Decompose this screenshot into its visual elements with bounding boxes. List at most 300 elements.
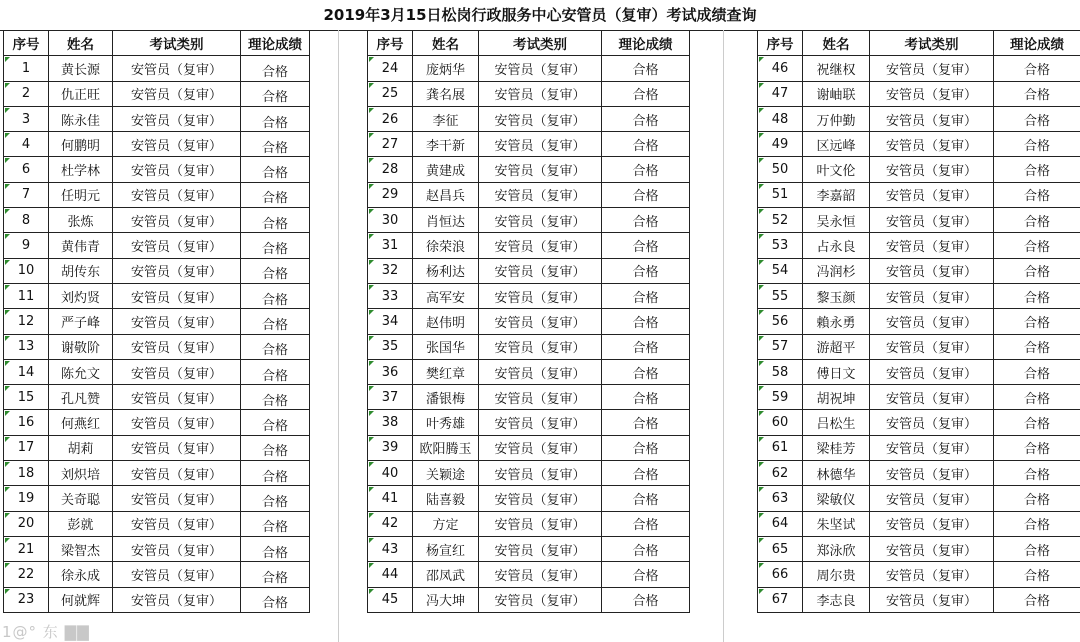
cell-result: 合格 [602, 56, 690, 81]
cell-no: 19 [4, 486, 49, 511]
cell-category: 安管员（复审） [479, 435, 602, 460]
cell-name: 徐永成 [49, 562, 113, 587]
cell-name: 朱坚试 [803, 511, 870, 536]
cell-result: 合格 [241, 56, 310, 81]
watermark: 1@° 东 ▇▇ [2, 623, 90, 641]
cell-name: 庞炳华 [413, 56, 479, 81]
cell-result: 合格 [602, 410, 690, 435]
cell-no: 18 [4, 461, 49, 486]
cell-name: 黄伟青 [49, 233, 113, 258]
cell-no: 33 [368, 283, 413, 308]
cell-no: 61 [758, 435, 803, 460]
cell-no: 24 [368, 56, 413, 81]
cell-category: 安管员（复审） [870, 587, 994, 612]
cell-no: 21 [4, 536, 49, 561]
cell-no: 65 [758, 536, 803, 561]
cell-category: 安管员（复审） [479, 309, 602, 334]
cell-name: 冯润杉 [803, 258, 870, 283]
results-table-1 [3, 30, 310, 613]
cell-no: 50 [758, 157, 803, 182]
table-row [368, 461, 690, 486]
cell-name: 杨宣红 [413, 536, 479, 561]
cell-name: 黄建成 [413, 157, 479, 182]
cell-result: 合格 [241, 486, 310, 511]
table-row [758, 182, 1080, 207]
cell-name: 赵昌兵 [413, 182, 479, 207]
cell-result: 合格 [602, 562, 690, 587]
cell-result: 合格 [241, 385, 310, 410]
cell-name: 傅日文 [803, 359, 870, 384]
cell-category: 安管员（复审） [113, 106, 241, 131]
cell-no: 1 [4, 56, 49, 81]
table-row [368, 208, 690, 233]
header-result: 理论成绩 [602, 31, 690, 56]
table-row [758, 562, 1080, 587]
cell-result: 合格 [994, 486, 1080, 511]
table-row [4, 385, 310, 410]
cell-no: 15 [4, 385, 49, 410]
cell-no: 51 [758, 182, 803, 207]
table-row [4, 81, 310, 106]
cell-result: 合格 [241, 208, 310, 233]
cell-result: 合格 [602, 283, 690, 308]
table-row [368, 106, 690, 131]
cell-category: 安管员（复审） [113, 283, 241, 308]
cell-no: 43 [368, 536, 413, 561]
cell-category: 安管员（复审） [870, 233, 994, 258]
cell-no: 53 [758, 233, 803, 258]
cell-result: 合格 [241, 309, 310, 334]
cell-category: 安管员（复审） [113, 157, 241, 182]
cell-no: 25 [368, 81, 413, 106]
cell-result: 合格 [994, 562, 1080, 587]
cell-category: 安管员（复审） [113, 309, 241, 334]
table-row [758, 283, 1080, 308]
cell-no: 28 [368, 157, 413, 182]
table-row [4, 106, 310, 131]
cell-result: 合格 [602, 208, 690, 233]
cell-no: 55 [758, 283, 803, 308]
cell-name: 方定 [413, 511, 479, 536]
cell-no: 59 [758, 385, 803, 410]
cell-no: 57 [758, 334, 803, 359]
cell-result: 合格 [994, 435, 1080, 460]
cell-result: 合格 [241, 233, 310, 258]
cell-result: 合格 [241, 334, 310, 359]
cell-no: 22 [4, 562, 49, 587]
cell-name: 賴永勇 [803, 309, 870, 334]
cell-result: 合格 [602, 106, 690, 131]
cell-no: 39 [368, 435, 413, 460]
table-row [368, 410, 690, 435]
table-row [758, 536, 1080, 561]
cell-name: 谢敬阶 [49, 334, 113, 359]
cell-result: 合格 [602, 81, 690, 106]
cell-category: 安管员（复审） [870, 536, 994, 561]
table-row [4, 536, 310, 561]
cell-name: 彭就 [49, 511, 113, 536]
cell-name: 胡莉 [49, 435, 113, 460]
cell-name: 叶秀雄 [413, 410, 479, 435]
cell-result: 合格 [241, 461, 310, 486]
cell-category: 安管员（复审） [479, 157, 602, 182]
cell-name: 何鹏明 [49, 132, 113, 157]
table-row [4, 435, 310, 460]
cell-result: 合格 [994, 385, 1080, 410]
cell-name: 徐荣浪 [413, 233, 479, 258]
cell-category: 安管员（复审） [479, 461, 602, 486]
cell-no: 4 [4, 132, 49, 157]
cell-result: 合格 [241, 511, 310, 536]
table-row [368, 157, 690, 182]
cell-name: 林德华 [803, 461, 870, 486]
cell-no: 60 [758, 410, 803, 435]
cell-name: 梁敏仪 [803, 486, 870, 511]
header-category: 考试类别 [479, 31, 602, 56]
cell-result: 合格 [602, 258, 690, 283]
cell-result: 合格 [602, 385, 690, 410]
cell-no: 26 [368, 106, 413, 131]
cell-no: 63 [758, 486, 803, 511]
cell-result: 合格 [241, 410, 310, 435]
results-table-2 [367, 30, 690, 613]
table-row [4, 309, 310, 334]
cell-result: 合格 [241, 132, 310, 157]
table-row [368, 182, 690, 207]
cell-no: 11 [4, 283, 49, 308]
cell-name: 郑泳欣 [803, 536, 870, 561]
cell-name: 谢岫联 [803, 81, 870, 106]
table-row [368, 56, 690, 81]
header-name: 姓名 [413, 31, 479, 56]
table-row [368, 435, 690, 460]
cell-category: 安管员（复审） [113, 132, 241, 157]
page-title: 2019年3月15日松岗行政服务中心安管员（复审）考试成绩查询 [0, 0, 1080, 31]
table-row [4, 359, 310, 384]
cell-result: 合格 [994, 132, 1080, 157]
table-row [368, 385, 690, 410]
cell-name: 龚名展 [413, 81, 479, 106]
cell-result: 合格 [994, 258, 1080, 283]
table-row [758, 410, 1080, 435]
cell-name: 梁桂芳 [803, 435, 870, 460]
cell-category: 安管员（复审） [870, 461, 994, 486]
results-table-3 [757, 30, 1080, 613]
cell-no: 13 [4, 334, 49, 359]
cell-category: 安管员（复审） [870, 385, 994, 410]
cell-name: 欧阳腾玉 [413, 435, 479, 460]
cell-name: 梁智杰 [49, 536, 113, 561]
cell-no: 3 [4, 106, 49, 131]
cell-name: 区远峰 [803, 132, 870, 157]
cell-category: 安管员（复审） [113, 486, 241, 511]
cell-name: 潘银梅 [413, 385, 479, 410]
cell-no: 67 [758, 587, 803, 612]
cell-category: 安管员（复审） [479, 258, 602, 283]
cell-category: 安管员（复审） [113, 511, 241, 536]
cell-category: 安管员（复审） [870, 562, 994, 587]
cell-no: 64 [758, 511, 803, 536]
cell-name: 何就辉 [49, 587, 113, 612]
cell-name: 陆喜毅 [413, 486, 479, 511]
cell-category: 安管员（复审） [479, 106, 602, 131]
cell-result: 合格 [602, 461, 690, 486]
table-row [4, 587, 310, 612]
cell-no: 12 [4, 309, 49, 334]
cell-no: 49 [758, 132, 803, 157]
cell-result: 合格 [994, 587, 1080, 612]
cell-result: 合格 [241, 258, 310, 283]
table-row [758, 511, 1080, 536]
cell-name: 黎玉颜 [803, 283, 870, 308]
cell-category: 安管员（复审） [870, 410, 994, 435]
cell-no: 44 [368, 562, 413, 587]
cell-category: 安管员（复审） [479, 233, 602, 258]
cell-result: 合格 [994, 359, 1080, 384]
cell-name: 占永良 [803, 233, 870, 258]
cell-name: 邵凤武 [413, 562, 479, 587]
cell-name: 高军安 [413, 283, 479, 308]
cell-result: 合格 [994, 81, 1080, 106]
cell-category: 安管员（复审） [479, 56, 602, 81]
cell-no: 17 [4, 435, 49, 460]
cell-result: 合格 [602, 587, 690, 612]
cell-category: 安管员（复审） [870, 157, 994, 182]
table-row [368, 587, 690, 612]
cell-category: 安管员（复审） [870, 283, 994, 308]
cell-no: 23 [4, 587, 49, 612]
cell-category: 安管员（复审） [113, 359, 241, 384]
cell-no: 40 [368, 461, 413, 486]
cell-category: 安管员（复审） [113, 435, 241, 460]
cell-name: 刘炽培 [49, 461, 113, 486]
cell-no: 31 [368, 233, 413, 258]
table-row [368, 562, 690, 587]
table-row [368, 536, 690, 561]
table-row [4, 157, 310, 182]
cell-category: 安管员（复审） [870, 56, 994, 81]
cell-result: 合格 [602, 486, 690, 511]
cell-category: 安管员（复审） [479, 359, 602, 384]
cell-result: 合格 [602, 359, 690, 384]
cell-name: 樊红章 [413, 359, 479, 384]
cell-no: 16 [4, 410, 49, 435]
cell-category: 安管员（复审） [479, 511, 602, 536]
cell-result: 合格 [241, 587, 310, 612]
header-result: 理论成绩 [241, 31, 310, 56]
cell-no: 48 [758, 106, 803, 131]
table-row [368, 258, 690, 283]
cell-no: 35 [368, 334, 413, 359]
cell-category: 安管员（复审） [479, 283, 602, 308]
cell-category: 安管员（复审） [113, 385, 241, 410]
table-row [368, 334, 690, 359]
cell-name: 何燕红 [49, 410, 113, 435]
table-row [758, 132, 1080, 157]
cell-result: 合格 [994, 283, 1080, 308]
cell-no: 41 [368, 486, 413, 511]
cell-category: 安管员（复审） [479, 81, 602, 106]
cell-category: 安管员（复审） [113, 258, 241, 283]
table-row [758, 157, 1080, 182]
cell-name: 祝继权 [803, 56, 870, 81]
cell-name: 李征 [413, 106, 479, 131]
cell-no: 37 [368, 385, 413, 410]
table-header-row [4, 31, 310, 56]
cell-result: 合格 [602, 511, 690, 536]
cell-category: 安管员（复审） [479, 182, 602, 207]
table-row [758, 587, 1080, 612]
cell-category: 安管员（复审） [870, 258, 994, 283]
table-row [4, 182, 310, 207]
cell-name: 关颖途 [413, 461, 479, 486]
table-row [368, 359, 690, 384]
cell-category: 安管员（复审） [479, 486, 602, 511]
cell-no: 47 [758, 81, 803, 106]
table-row [758, 258, 1080, 283]
cell-name: 孔凡赞 [49, 385, 113, 410]
cell-result: 合格 [994, 536, 1080, 561]
table-row [368, 233, 690, 258]
table-row [4, 511, 310, 536]
table-row [4, 283, 310, 308]
cell-name: 张炼 [49, 208, 113, 233]
cell-name: 严子峰 [49, 309, 113, 334]
table-row [758, 208, 1080, 233]
cell-no: 7 [4, 182, 49, 207]
cell-name: 刘灼贤 [49, 283, 113, 308]
table-row [4, 233, 310, 258]
cell-no: 8 [4, 208, 49, 233]
cell-category: 安管员（复审） [113, 208, 241, 233]
cell-category: 安管员（复审） [870, 132, 994, 157]
table-row [758, 486, 1080, 511]
cell-category: 安管员（复审） [479, 208, 602, 233]
cell-result: 合格 [994, 106, 1080, 131]
cell-no: 46 [758, 56, 803, 81]
cell-category: 安管员（复审） [479, 562, 602, 587]
cell-category: 安管员（复审） [113, 81, 241, 106]
cell-result: 合格 [241, 106, 310, 131]
cell-result: 合格 [241, 359, 310, 384]
cell-no: 56 [758, 309, 803, 334]
cell-category: 安管员（复审） [113, 562, 241, 587]
cell-category: 安管员（复审） [870, 106, 994, 131]
cell-no: 54 [758, 258, 803, 283]
cell-category: 安管员（复审） [113, 461, 241, 486]
table-row [4, 486, 310, 511]
cell-category: 安管员（复审） [113, 410, 241, 435]
cell-result: 合格 [241, 536, 310, 561]
cell-category: 安管员（复审） [479, 410, 602, 435]
cell-category: 安管员（复审） [479, 132, 602, 157]
table-row [758, 106, 1080, 131]
table-row [4, 410, 310, 435]
header-no: 序号 [368, 31, 413, 56]
header-category: 考试类别 [113, 31, 241, 56]
cell-name: 赵伟明 [413, 309, 479, 334]
cell-name: 仇正旺 [49, 81, 113, 106]
cell-no: 58 [758, 359, 803, 384]
table-row [4, 132, 310, 157]
header-result: 理论成绩 [994, 31, 1080, 56]
cell-category: 安管员（复审） [870, 359, 994, 384]
cell-category: 安管员（复审） [870, 182, 994, 207]
header-name: 姓名 [49, 31, 113, 56]
cell-result: 合格 [241, 435, 310, 460]
cell-category: 安管员（复审） [479, 334, 602, 359]
table-row [4, 461, 310, 486]
cell-no: 6 [4, 157, 49, 182]
cell-result: 合格 [994, 233, 1080, 258]
table-row [758, 385, 1080, 410]
cell-result: 合格 [602, 233, 690, 258]
cell-no: 52 [758, 208, 803, 233]
cell-result: 合格 [602, 157, 690, 182]
cell-name: 胡祝坤 [803, 385, 870, 410]
table-row [4, 334, 310, 359]
table-row [758, 233, 1080, 258]
cell-category: 安管员（复审） [870, 511, 994, 536]
cell-result: 合格 [994, 334, 1080, 359]
cell-result: 合格 [994, 511, 1080, 536]
cell-result: 合格 [241, 81, 310, 106]
cell-result: 合格 [241, 283, 310, 308]
table-row [4, 258, 310, 283]
cell-no: 30 [368, 208, 413, 233]
cell-no: 36 [368, 359, 413, 384]
cell-result: 合格 [994, 182, 1080, 207]
cell-category: 安管员（复审） [113, 182, 241, 207]
header-no: 序号 [758, 31, 803, 56]
table-row [368, 132, 690, 157]
cell-category: 安管员（复审） [113, 587, 241, 612]
header-category: 考试类别 [870, 31, 994, 56]
cell-category: 安管员（复审） [870, 486, 994, 511]
cell-no: 20 [4, 511, 49, 536]
cell-result: 合格 [994, 309, 1080, 334]
table-row [758, 309, 1080, 334]
cell-name: 吕松生 [803, 410, 870, 435]
cell-category: 安管员（复审） [479, 587, 602, 612]
table-row [368, 486, 690, 511]
cell-no: 14 [4, 359, 49, 384]
table-header-row [758, 31, 1080, 56]
table-row [4, 562, 310, 587]
cell-category: 安管员（复审） [113, 233, 241, 258]
cell-no: 27 [368, 132, 413, 157]
cell-category: 安管员（复审） [479, 536, 602, 561]
cell-no: 38 [368, 410, 413, 435]
cell-category: 安管员（复审） [113, 334, 241, 359]
cell-category: 安管员（复审） [113, 56, 241, 81]
cell-no: 2 [4, 81, 49, 106]
cell-name: 李志良 [803, 587, 870, 612]
cell-result: 合格 [602, 435, 690, 460]
cell-result: 合格 [994, 410, 1080, 435]
cell-category: 安管员（复审） [870, 208, 994, 233]
cell-result: 合格 [602, 334, 690, 359]
table-row [4, 56, 310, 81]
table-row [758, 81, 1080, 106]
cell-category: 安管员（复审） [870, 334, 994, 359]
header-name: 姓名 [803, 31, 870, 56]
cell-name: 陈允文 [49, 359, 113, 384]
cell-result: 合格 [602, 132, 690, 157]
table-row [368, 511, 690, 536]
cell-result: 合格 [241, 562, 310, 587]
cell-name: 吴永恒 [803, 208, 870, 233]
